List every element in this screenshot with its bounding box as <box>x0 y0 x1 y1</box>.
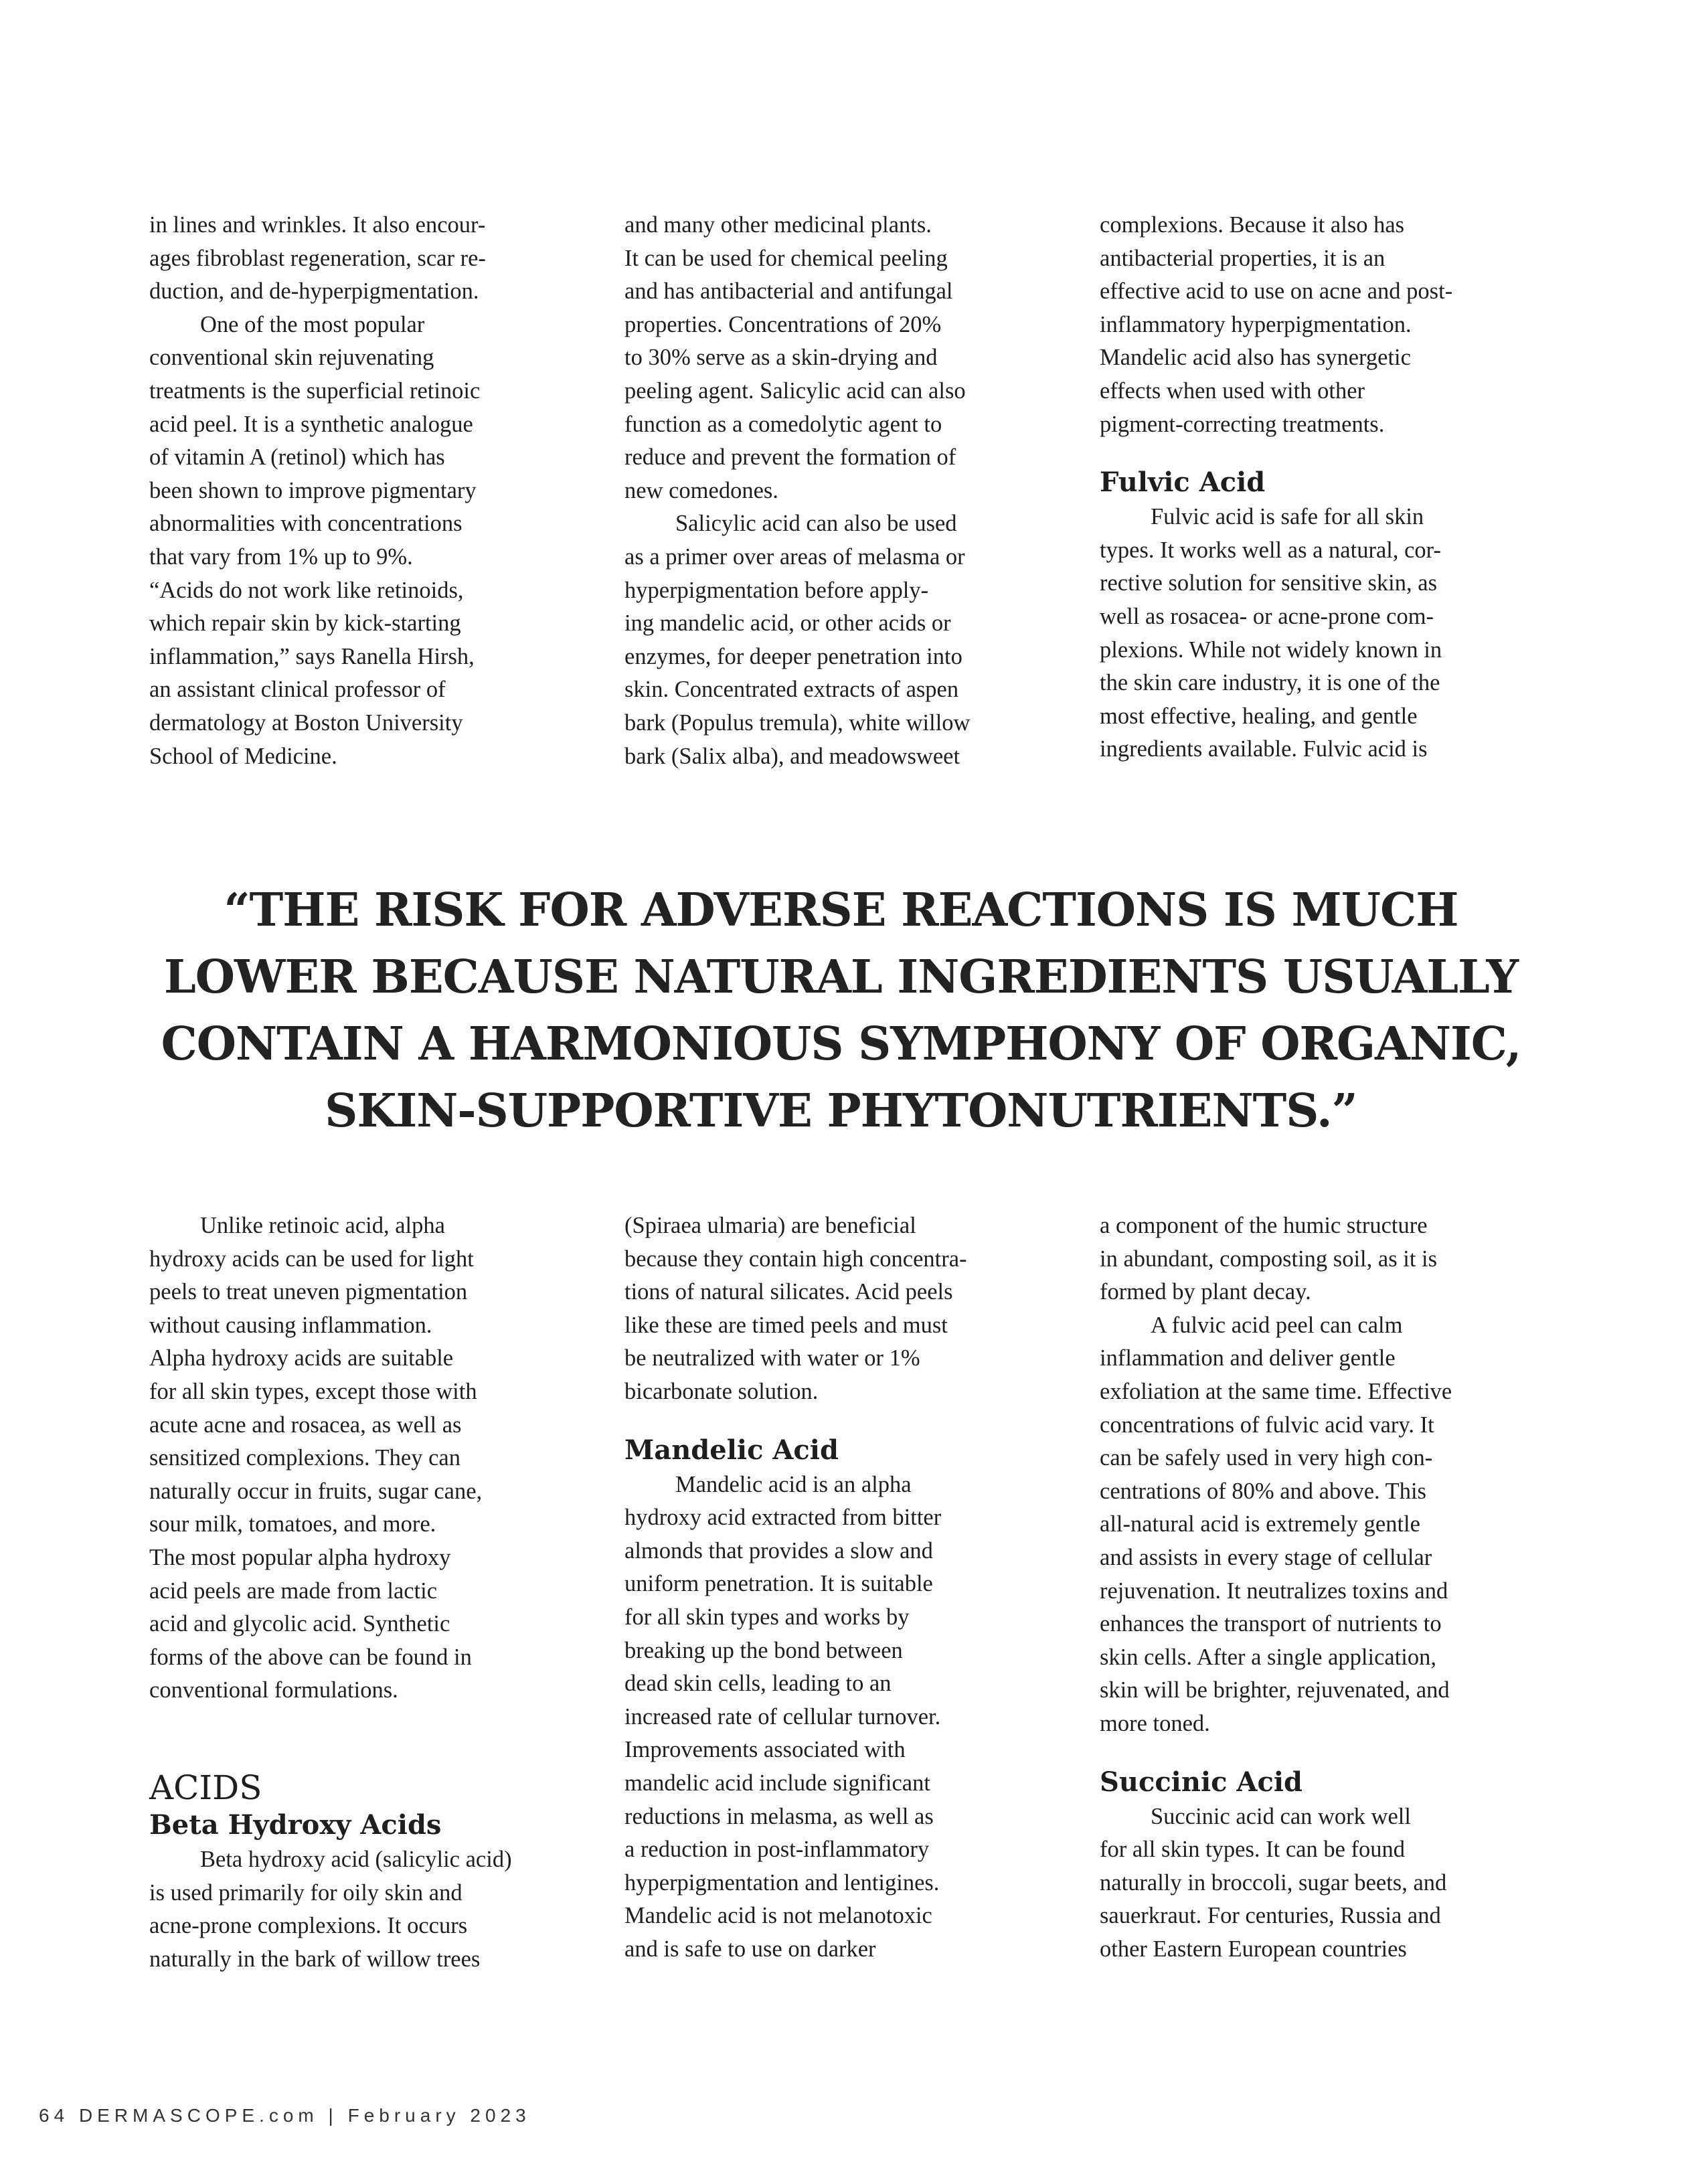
footer-site-name: DERMASCOPE.com <box>78 2105 319 2126</box>
paragraph-salicylic-primer: Salicylic acid can also be used as a primer over areas of melasma or hyperpigmentation before apply- ing mandelic acid, or other acids or enzymes, for deeper penetration into skin. Concentrated extracts of aspen bark (Populus tremula), white willow bark (Salix alba), and meadowsweet <box>624 511 971 769</box>
heading-fulvic-acid: Fulvic Acid <box>1100 467 1266 499</box>
pull-quote-line: “THE RISK FOR ADVERSE REACTIONS IS MUCH <box>224 884 1458 937</box>
pull-quote <box>0 877 1682 1145</box>
footer-issue-date: February 2023 <box>347 2105 531 2126</box>
heading-acids: ACIDS <box>149 1768 262 1807</box>
footer-separator: | <box>328 2105 338 2126</box>
column-2-bottom <box>624 1209 1053 1966</box>
column-2-top <box>624 209 1053 773</box>
column-3-top <box>1100 209 1528 766</box>
paragraph-retinoic-peel: One of the most popular conventional skin rejuvenating treatments is the superficial retinoic acid peel. It is a synthetic analogue of vitamin A (retinol) which has been shown to improve pigmentary abnormalities with concentrations that vary from 1% up to 9%. “Acids do not work like retinoids, which repair skin by kick-starting inflammation,” says Ranella Hirsh, an assistant clinical professor of dermatology at Boston University School of Medicine. <box>149 311 481 769</box>
heading-mandelic-acid: Mandelic Acid <box>624 1434 839 1466</box>
paragraph-alpha-hydroxy: Unlike retinoic acid, alpha hydroxy acids can be used for light peels to treat uneven pigmentation without causing inflammation. Alpha hydroxy acids are suitable for all skin types, except those with acute acne and rosacea, as well as sensitized complexions. They can naturally occur in fruits, sugar cane, sour milk, tomatoes, and more. The most popular alpha hydroxy acid peels are made from lactic acid and glycolic acid. Synthetic forms of the above can be found in conventional formulations. <box>149 1213 483 1703</box>
paragraph-mandelic-acid: Mandelic acid is an alpha hydroxy acid extracted from bitter almonds that provides a slow and uniform penetration. It is suitable for all skin types and works by breaking up the bond between dead skin cells, leading to an increased rate of cellular turnover. Improvements associated with mandelic acid include significant reductions in melasma, as well as a reduction in post-inflammatory hyperpigmentation and lentigines. Mandelic acid is not melanotoxic and is safe to use on darker <box>624 1471 942 1962</box>
paragraph-wrinkles: in lines and wrinkles. It also encour- ages fibroblast regeneration, scar re- duction, and de-hyperpigmentation. <box>149 212 486 305</box>
pull-quote-line: LOWER BECAUSE NATURAL INGREDIENTS USUALLY <box>163 950 1519 1004</box>
paragraph-medicinal-plants: and many other medicinal plants. It can be used for chemical peeling and has antibacterial and antifungal properties. Concentrations of 20% to 30% serve as a skin-drying and peeling agent. Salicylic acid can also function as a comedolytic agent to reduce and prevent the formation of new comedones. <box>624 212 966 503</box>
page-number: 64 <box>39 2105 70 2126</box>
paragraph-humic-structure: a component of the humic structure in abundant, composting soil, as it is formed by plant decay. <box>1100 1213 1438 1305</box>
paragraph-mandelic-complexions: complexions. Because it also has antibacterial properties, it is an effective acid to use on acne and post- inflammatory hyperpigmentation. Mandelic acid also has synergetic effects when used with other pigment-correcting treatments. <box>1100 212 1453 437</box>
pull-quote-line: SKIN-SUPPORTIVE PHYTONUTRIENTS.” <box>325 1084 1357 1138</box>
page-footer <box>39 2105 531 2126</box>
column-1-top <box>149 209 578 773</box>
pull-quote-line: CONTAIN A HARMONIOUS SYMPHONY OF ORGANIC, <box>161 1017 1521 1071</box>
paragraph-succinic-acid: Succinic acid can work well for all skin types. It can be found naturally in broccoli, sugar beets, and sauerkraut. For centuries, Russia and other Eastern European countries <box>1100 1803 1447 1962</box>
paragraph-fulvic-peel: A fulvic acid peel can calm inflammation and deliver gentle exfoliation at the same time. Effective concentrations of fulvic acid vary. It can be safely used in very high con- centrations of 80% and above. This all-natural acid is extremely gentle and assists in every stage of cellular rejuvenation. It neutralizes toxins and enhances the transport of nutrients to skin cells. After a single application, skin will be brighter, rejuvenated, and more toned. <box>1100 1312 1452 1736</box>
paragraph-beta-hydroxy: Beta hydroxy acid (salicylic acid) is used primarily for oily skin and acne-prone complexions. It occurs naturally in the bark of willow trees <box>149 1846 512 1972</box>
paragraph-spiraea: (Spiraea ulmaria) are beneficial because they contain high concentra- tions of natural silicates. Acid peels like these are timed peels and must be neutralized with water or 1% bicarbonate solution. <box>624 1213 967 1404</box>
paragraph-fulvic-acid: Fulvic acid is safe for all skin types. It works well as a natural, cor- rective solution for sensitive skin, as well as rosacea- or acne-prone com- plexions. While not widely known in the skin care industry, it is one of the most effective, healing, and gentle ingredients available. Fulvic acid is <box>1100 504 1442 762</box>
column-3-bottom <box>1100 1209 1528 1966</box>
heading-beta-hydroxy-acids: Beta Hydroxy Acids <box>149 1809 442 1841</box>
column-1-bottom <box>149 1209 578 1976</box>
heading-succinic-acid: Succinic Acid <box>1100 1766 1302 1798</box>
